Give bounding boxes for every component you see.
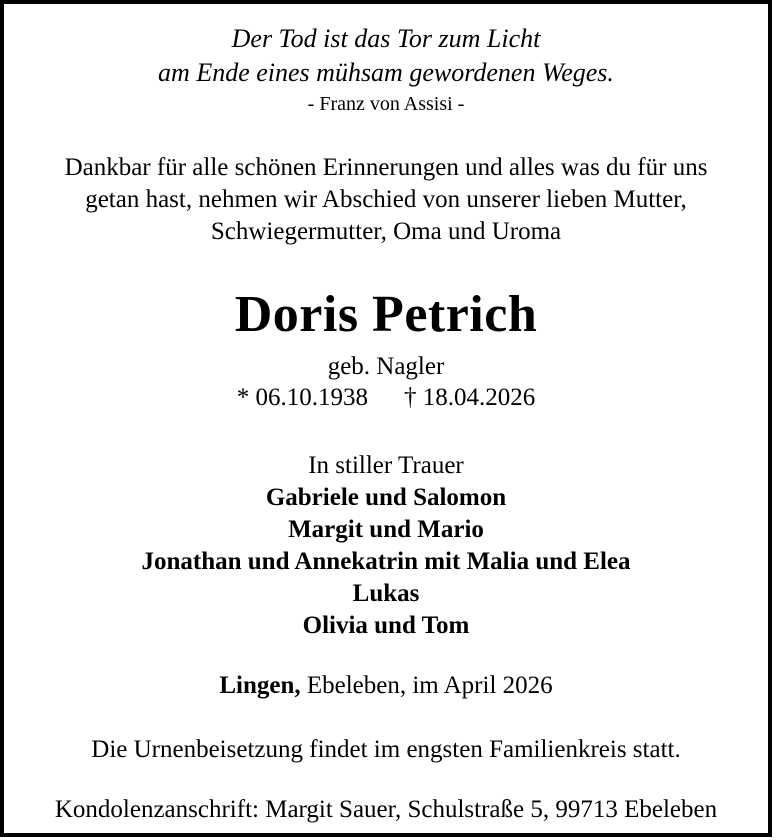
quote-block [4,4,768,118]
intro-line-2: getan hast, nehmen wir Abschied von unserer lieben Mutter, [85,186,687,213]
quote-line-1: Der Tod ist das Tor zum Licht [231,24,541,53]
birth-date: * 06.10.1938 [236,384,368,411]
deceased-name: Doris Petrich [234,286,538,343]
quote-line-2: am Ende eines mühsam gewordenen Weges. [158,58,614,87]
condolence-address: Kondolenzanschrift: Margit Sauer, Schulstraße 5, 99713 Ebeleben [54,796,718,823]
funeral-note: Die Urnenbeisetzung findet im engsten Familienkreis statt. [91,736,681,763]
intro-line-1: Dankbar für alle schönen Erinnerungen und alles was du für uns [64,154,708,181]
mourning-header: In stiller Trauer [308,452,464,479]
place-date-line [4,670,768,702]
mourner-line: Gabriele und Salomon [265,484,507,511]
mourner-line: Margit und Mario [288,516,484,543]
death-date: † 18.04.2026 [404,384,536,411]
maiden-name: geb. Nagler [327,353,445,380]
mourner-line: Olivia und Tom [302,612,470,639]
intro-line-3: Schwiegermutter, Oma und Uroma [210,218,562,245]
intro-paragraph [4,152,768,248]
place-date-rest: Ebeleben, im April 2026 [306,672,553,699]
place-name: Lingen, [219,672,301,699]
mourners-list [4,482,768,642]
life-dates [4,382,768,414]
quote-attribution: - Franz von Assisi - [307,93,465,115]
mourner-line: Lukas [352,580,420,607]
mourner-line: Jonathan und Annekatrin mit Malia und Elea [141,548,631,575]
